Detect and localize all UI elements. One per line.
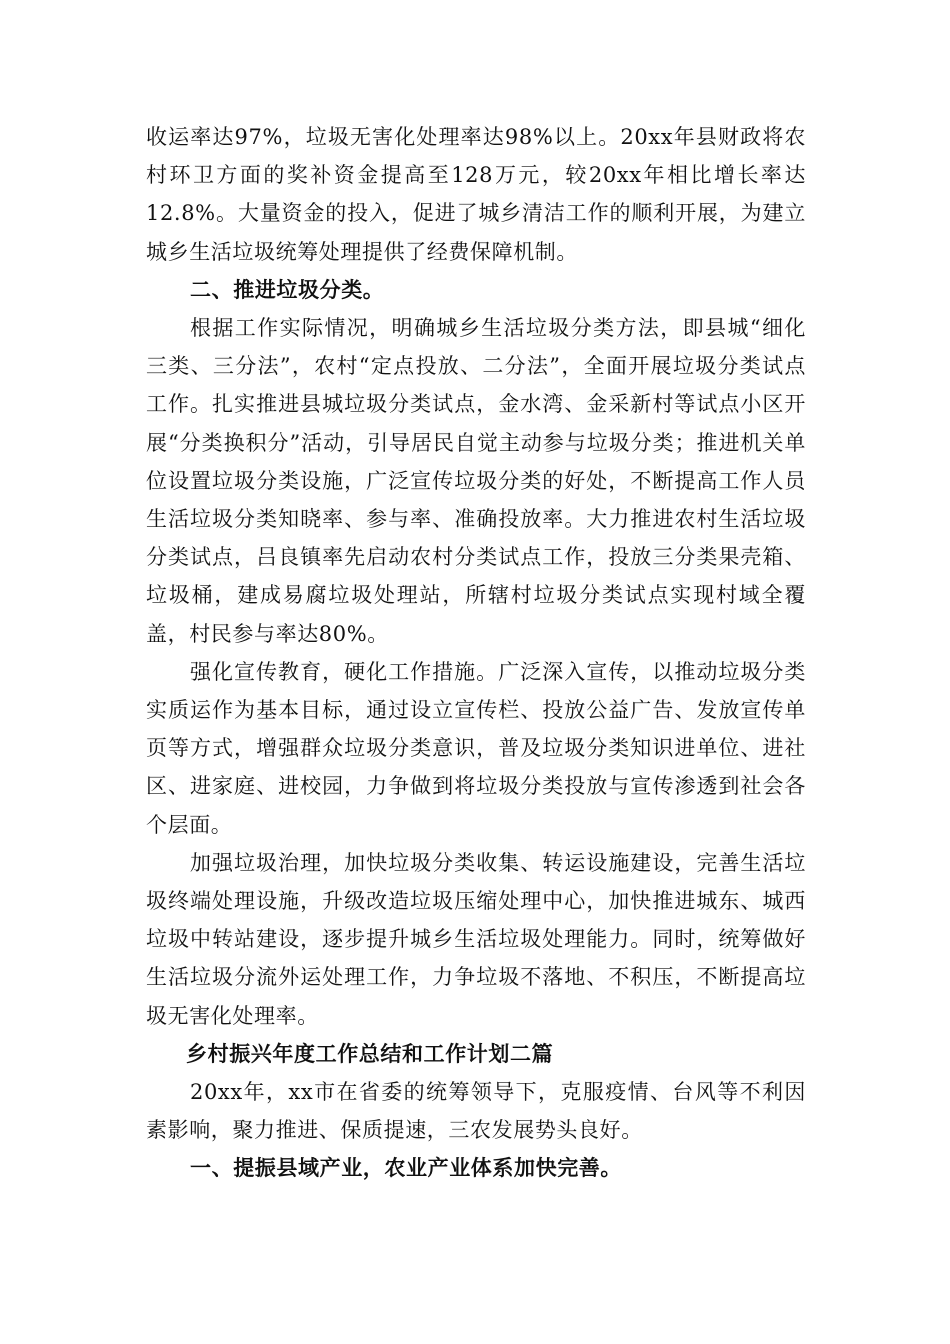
document-page [146, 118, 806, 1188]
paragraph-sorting-method: 根据工作实际情况，明确城乡生活垃圾分类方法，即县城“细化三类、三分法”，农村“定点投放、二分法”，全面开展垃圾分类试点工作。扎实推进县城垃圾分类试点，金水湾、金采新村等试点小区开展“分类换积分”活动，引导居民自觉主动参与垃圾分类；推进机关单位设置垃圾分类设施，广泛宣传垃圾分类的好处，不断提高工作人员生活垃圾分类知晓率、参与率、准确投放率。大力推进农村生活垃圾分类试点，吕良镇率先启动农村分类试点工作，投放三分类果壳箱、垃圾桶，建成易腐垃圾处理站，所辖村垃圾分类试点实现村域全覆盖，村民参与率达80%。 [146, 316, 806, 646]
section-heading-county-industry: 一、提振县域产业，农业产业体系加快完善。 [190, 1155, 622, 1181]
article-title: 乡村振兴年度工作总结和工作计划二篇 [186, 1040, 554, 1066]
paragraph-intro: 20xx年，xx市在省委的统筹领导下，克服疫情、台风等不利因素影响，聚力推进、保质提速，三农发展势头良好。 [146, 1080, 806, 1143]
paragraph-garbage-governance: 加强垃圾治理，加快垃圾分类收集、转运设施建设，完善生活垃圾终端处理设施，升级改造垃圾压缩处理中心，加快推进城东、城西垃圾中转站建设，逐步提升城乡生活垃圾处理能力。同时，统筹做好生活垃圾分流外运处理工作，力争垃圾不落地、不积压，不断提高垃圾无害化处理率。 [146, 850, 806, 1028]
paragraph-publicity-education: 强化宣传教育，硬化工作措施。广泛深入宣传，以推动垃圾分类实质运作为基本目标，通过设立宣传栏、投放公益广告、发放宣传单页等方式，增强群众垃圾分类意识，普及垃圾分类知识进单位、进社区、进家庭、进校园，力争做到将垃圾分类投放与宣传渗透到社会各个层面。 [146, 659, 806, 837]
paragraph-continuation: 收运率达97%，垃圾无害化处理率达98%以上。20xx年县财政将农村环卫方面的奖补资金提高至128万元，较20xx年相比增长率达12.8%。大量资金的投入，促进了城乡清洁工作的顺利开展，为建立城乡生活垃圾统筹处理提供了经费保障机制。 [146, 125, 806, 264]
section-heading-garbage-sorting: 二、推进垃圾分类。 [190, 276, 385, 302]
